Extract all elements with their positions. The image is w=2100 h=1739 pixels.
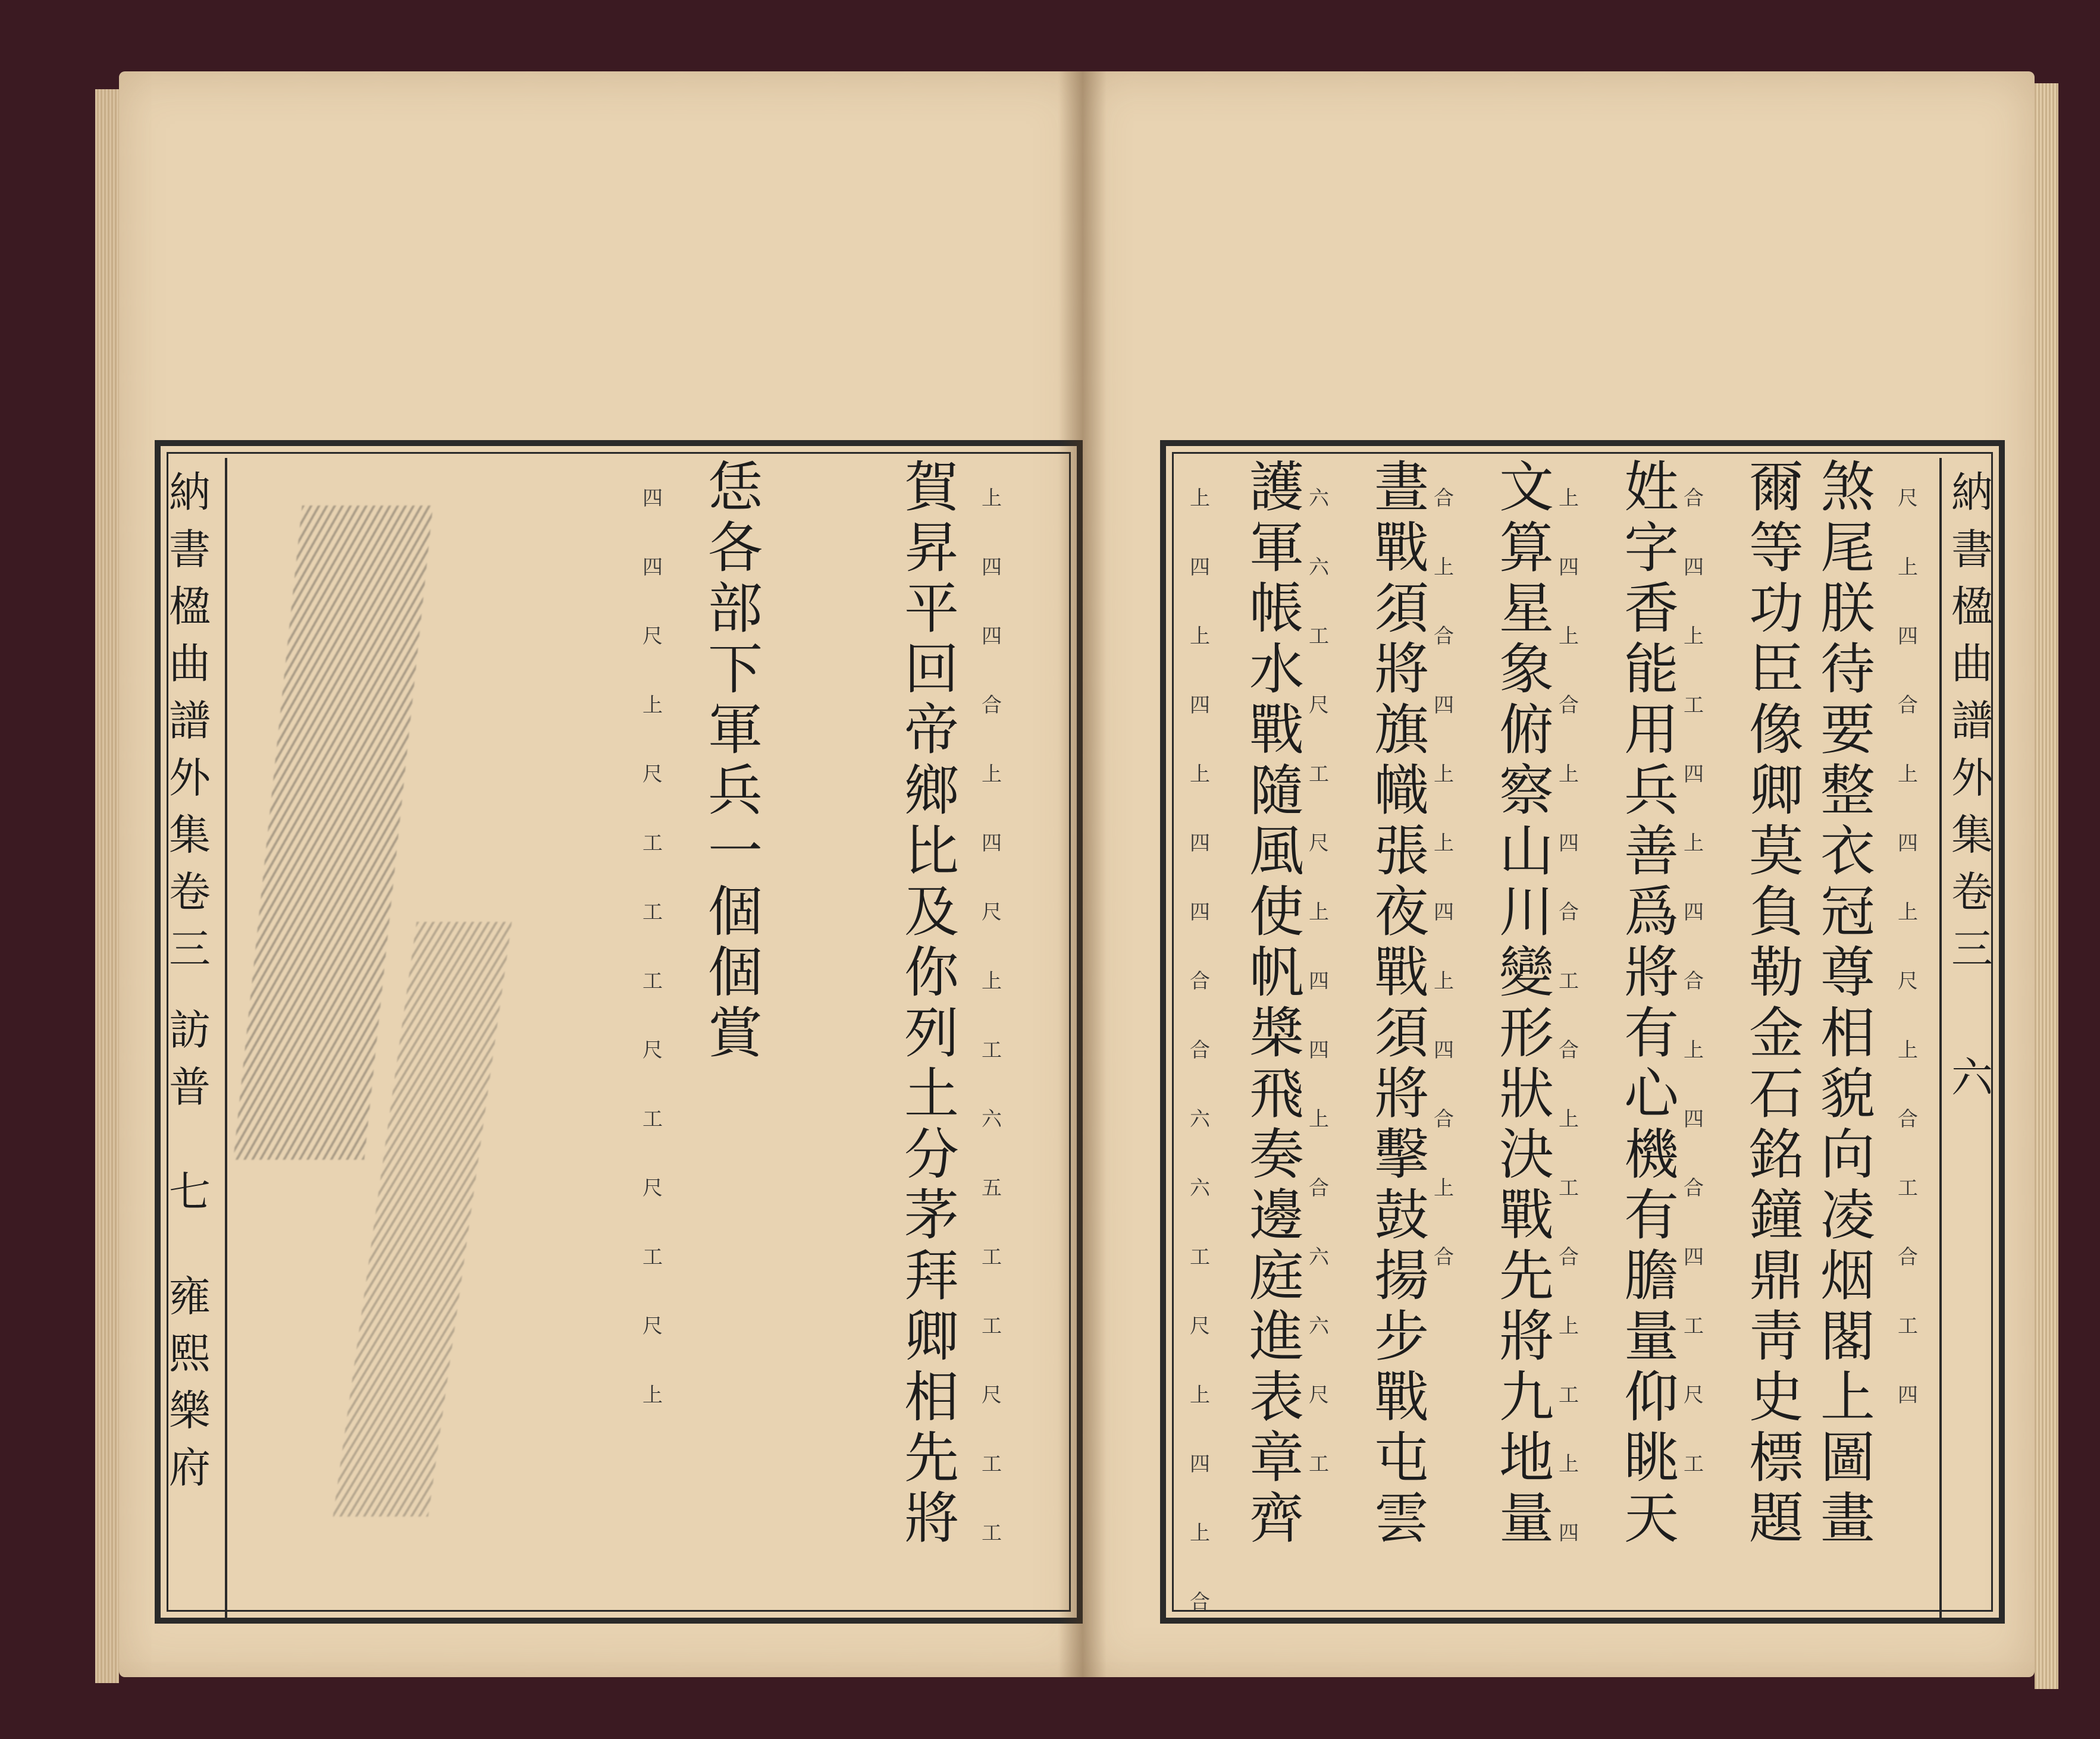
notation: 合: [1434, 486, 1454, 510]
notation: 四: [1190, 900, 1210, 924]
center-char: 外: [1951, 754, 1993, 802]
notation: 上: [1898, 1038, 1918, 1062]
notation: 尺: [642, 1038, 663, 1062]
notation: 合: [982, 693, 1002, 717]
notation: 四: [1684, 762, 1704, 786]
notation-column: [1898, 464, 1918, 1430]
center-char: 納: [1951, 468, 1993, 517]
notation: 尺: [1309, 693, 1329, 717]
notation: 六: [1309, 1314, 1329, 1338]
notation: 上: [1684, 1038, 1704, 1062]
notation: 四: [982, 624, 1002, 648]
notation: 工: [642, 900, 663, 924]
notation: 四: [1190, 831, 1210, 855]
open-book: [119, 71, 2041, 1689]
notation: 上: [1898, 555, 1918, 579]
notation: 工: [982, 1038, 1002, 1062]
notation: 工: [1898, 1176, 1918, 1200]
notation: 工: [982, 1521, 1002, 1545]
notation: 合: [1434, 624, 1454, 648]
notation: 合: [1559, 693, 1579, 717]
main-text: [696, 458, 765, 1065]
notation: 上: [1434, 1176, 1454, 1200]
notation: 四: [1190, 693, 1210, 717]
notation: 上: [1898, 900, 1918, 924]
center-char: 曲: [169, 639, 211, 688]
left-center-column: [169, 464, 211, 1496]
notation-column: [642, 464, 663, 1430]
notation: 工: [642, 969, 663, 993]
notation: 工: [1684, 1452, 1704, 1476]
notation: 上: [1434, 555, 1454, 579]
notation: 工: [1559, 1383, 1579, 1407]
notation: 四: [642, 555, 663, 579]
notation: 合: [1684, 486, 1704, 510]
notation: 上: [1190, 1521, 1210, 1545]
center-char: 七: [169, 1167, 211, 1216]
center-char: 楹: [169, 582, 211, 631]
notation: 工: [982, 1314, 1002, 1338]
notation: 合: [1684, 969, 1704, 993]
center-char: 楹: [1951, 582, 1993, 631]
notation-column: [982, 464, 1002, 1568]
text-column: [1487, 458, 1556, 1550]
notation: 上: [982, 762, 1002, 786]
notation: 上: [1434, 762, 1454, 786]
notation: 工: [1309, 1452, 1329, 1476]
notation: 上: [1684, 831, 1704, 855]
column-divider: [225, 458, 227, 1618]
center-char: 書: [1951, 525, 1993, 574]
notation: 工: [642, 1107, 663, 1131]
notation: 四: [1434, 900, 1454, 924]
notation: 四: [1309, 969, 1329, 993]
notation: 上: [1559, 1314, 1579, 1338]
book-edge-right: [2035, 83, 2058, 1689]
column-divider: [1939, 458, 1942, 1618]
book-gutter: [1059, 71, 1107, 1677]
column-text: 姓字香能用兵善爲將有心機有膽量仰眺天: [1615, 458, 1679, 1550]
notation: 上: [1898, 762, 1918, 786]
notation: 工: [1559, 1176, 1579, 1200]
left-page: [119, 71, 1083, 1677]
notation: 四: [642, 486, 663, 510]
notation: 尺: [1309, 1383, 1329, 1407]
notation: 尺: [1190, 1314, 1210, 1338]
notation: 六: [1309, 1245, 1329, 1269]
center-char: 府: [169, 1443, 211, 1492]
notation: 工: [982, 1245, 1002, 1269]
center-char: 六: [1951, 1053, 1993, 1102]
notation: 上: [1434, 831, 1454, 855]
notation: 尺: [1309, 831, 1329, 855]
notation: 上: [642, 693, 663, 717]
notation: 四: [1898, 831, 1918, 855]
text-column: [1808, 458, 1878, 1550]
text-column: [696, 458, 765, 1065]
notation: 工: [642, 831, 663, 855]
notation: 四: [1684, 900, 1704, 924]
notation: 上: [1559, 486, 1579, 510]
center-char: 樂: [169, 1386, 211, 1435]
notation: 合: [1434, 1107, 1454, 1131]
notation: 合: [1190, 969, 1210, 993]
notation: 四: [982, 555, 1002, 579]
notation: 尺: [1898, 486, 1918, 510]
ink-stain: [333, 922, 512, 1517]
center-char: 納: [169, 468, 211, 517]
center-char: 外: [169, 754, 211, 802]
notation: 四: [1559, 1521, 1579, 1545]
column-text: 護軍帳水戰隨風使帆槳飛奏邊庭進表章齊: [1240, 458, 1304, 1550]
notation: 工: [982, 1452, 1002, 1476]
right-page: [1083, 71, 2035, 1677]
notation: 上: [1684, 624, 1704, 648]
center-char: 雍: [169, 1272, 211, 1321]
column-text: 賀昇平回帝鄉比及你列土分茅拜卿相先將: [895, 458, 959, 1550]
notation: 合: [1559, 1038, 1579, 1062]
center-char: 熙: [169, 1329, 211, 1378]
column-text: 恁各部下軍兵一個個賞: [699, 458, 763, 1065]
notation: 五: [982, 1176, 1002, 1200]
notation: 合: [1898, 1107, 1918, 1131]
notation: 工: [1190, 1245, 1210, 1269]
notation: 合: [1190, 1038, 1210, 1062]
notation: 上: [1559, 762, 1579, 786]
notation: 合: [1684, 1176, 1704, 1200]
center-char: 三: [1951, 925, 1993, 974]
notation: 上: [1190, 624, 1210, 648]
notation: 工: [642, 1245, 663, 1269]
notation: 工: [1309, 762, 1329, 786]
notation: 上: [1559, 1107, 1579, 1131]
column-text: 爾等功臣像卿莫負勒金石銘鐘鼎靑史標題: [1740, 458, 1804, 1550]
left-text-frame: [155, 440, 1083, 1624]
center-char: 卷: [169, 868, 211, 916]
notation: 四: [982, 831, 1002, 855]
text-column: [1737, 458, 1806, 1550]
notation: 合: [1190, 1590, 1210, 1614]
notation: 尺: [1684, 1383, 1704, 1407]
notation: 上: [1190, 1383, 1210, 1407]
notation: 合: [1434, 1245, 1454, 1269]
notation: 尺: [642, 1176, 663, 1200]
center-char: 三: [169, 925, 211, 974]
notation-column: [1309, 464, 1329, 1499]
notation: 上: [1190, 762, 1210, 786]
notation: 合: [1898, 1245, 1918, 1269]
notation: 尺: [982, 900, 1002, 924]
notation: 上: [1190, 486, 1210, 510]
notation: 上: [1559, 1452, 1579, 1476]
text-column: [1612, 458, 1681, 1550]
text-column: [1362, 458, 1431, 1550]
notation: 工: [1309, 624, 1329, 648]
notation: 四: [1309, 1038, 1329, 1062]
notation: 四: [1434, 693, 1454, 717]
center-char: 譜: [1951, 696, 1993, 745]
column-text: 文算星象俯察山川變形狀決戰先將九地量: [1490, 458, 1554, 1550]
notation: 六: [982, 1107, 1002, 1131]
notation: 四: [1684, 555, 1704, 579]
notation: 四: [1559, 555, 1579, 579]
center-char: 集: [169, 811, 211, 859]
notation: 工: [1684, 693, 1704, 717]
notation: 四: [1190, 1452, 1210, 1476]
notation: 六: [1309, 555, 1329, 579]
notation: 四: [1684, 1245, 1704, 1269]
notation: 四: [1898, 1383, 1918, 1407]
right-center-column: [1951, 464, 1993, 1106]
notation: 合: [1898, 693, 1918, 717]
notation: 四: [1559, 831, 1579, 855]
notation: 上: [982, 486, 1002, 510]
notation: 尺: [982, 1383, 1002, 1407]
notation: 工: [1898, 1314, 1918, 1338]
book-edge-left: [95, 89, 119, 1683]
notation: 尺: [642, 762, 663, 786]
notation-column: [1684, 464, 1704, 1499]
notation: 工: [1559, 969, 1579, 993]
notation: 尺: [642, 1314, 663, 1338]
notation: 六: [1309, 486, 1329, 510]
column-text: 煞尾朕待要整衣冠尊相貌向凌烟閣上圖畫: [1811, 458, 1875, 1550]
notation: 四: [1684, 1107, 1704, 1131]
center-char: 普: [169, 1063, 211, 1112]
notation: 合: [1559, 1245, 1579, 1269]
center-char: 集: [1951, 811, 1993, 859]
notation-column: [1190, 464, 1210, 1637]
notation: 六: [1190, 1176, 1210, 1200]
notation: 六: [1190, 1107, 1210, 1131]
notation: 尺: [642, 624, 663, 648]
notation: 上: [1434, 969, 1454, 993]
ink-stain: [233, 506, 433, 1160]
center-char: 譜: [169, 696, 211, 745]
notation: 尺: [1898, 969, 1918, 993]
center-char: 書: [169, 525, 211, 574]
notation: 上: [1559, 624, 1579, 648]
notation: 上: [982, 969, 1002, 993]
center-char: 卷: [1951, 868, 1993, 916]
center-char: 曲: [1951, 639, 1993, 688]
notation: 上: [1309, 900, 1329, 924]
notation-column: [1559, 464, 1579, 1568]
notation: 合: [1559, 900, 1579, 924]
notation: 四: [1190, 555, 1210, 579]
notation: 合: [1309, 1176, 1329, 1200]
notation: 上: [1309, 1107, 1329, 1131]
notation: 上: [642, 1383, 663, 1407]
center-char: 訪: [169, 1006, 211, 1054]
column-text: 晝戰須將旗幟張夜戰須將擊鼓揚步戰屯雲: [1365, 458, 1429, 1550]
text-column: [1237, 458, 1306, 1550]
right-text-frame: [1160, 440, 2005, 1624]
notation-column: [1434, 464, 1454, 1292]
notation: 四: [1898, 624, 1918, 648]
text-column: [892, 458, 961, 1550]
notation: 工: [1684, 1314, 1704, 1338]
notation: 四: [1434, 1038, 1454, 1062]
